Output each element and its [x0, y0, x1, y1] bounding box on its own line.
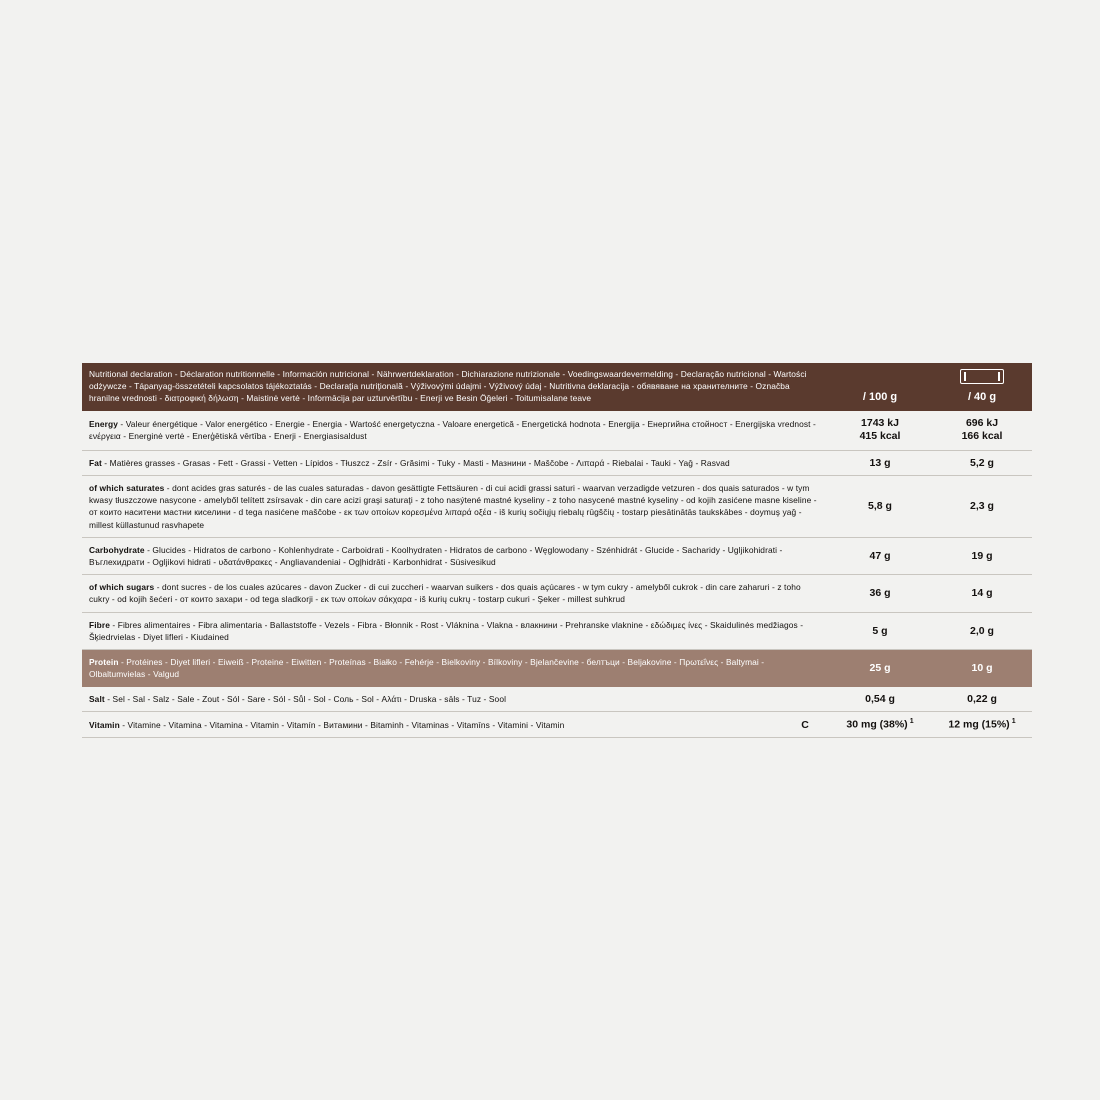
table-row — [82, 537, 1032, 574]
energy-kj-100g: 1743 kJ — [861, 416, 899, 429]
nutrient-name: Fibre — [89, 619, 110, 630]
energy-kcal-100g: 415 kcal — [859, 430, 901, 443]
value-100g-energy — [828, 411, 932, 451]
row-label-carbohydrate — [82, 537, 828, 574]
nutrient-name: Salt — [89, 694, 105, 705]
nutrient-name: Energy — [89, 419, 118, 430]
row-label-energy — [82, 411, 828, 451]
table-row — [82, 575, 1032, 612]
value-portion-energy — [932, 411, 1032, 451]
nutrient-name: Fat — [89, 457, 102, 468]
row-label-saturates — [82, 476, 828, 538]
footnote-marker: 1 — [909, 718, 914, 726]
vitamin-letter: C — [782, 712, 828, 738]
value-portion-protein: 10 g — [932, 649, 1032, 686]
value-portion-fibre: 2,0 g — [932, 612, 1032, 649]
energy-kcal-portion: 166 kcal — [961, 430, 1003, 443]
value-portion-sugars: 14 g — [932, 575, 1032, 612]
nutrient-translations: - Valeur énergétique - Valor energético - Energie - Energia - Wartość energetyczna - Valoare energetică - Energetická hodnota - Energija - Енергийна стойност - Energijska vrednost - ενέργεια - Energinė vertė - Enerģētiskā vērtība - Enerji - Energiasisaldust — [89, 419, 816, 442]
nutrient-translations: - dont acides gras saturés - de las cuales saturadas - davon gesättigte Fettsäuren - di cui acidi grassi saturi - waarvan verzadigde vetzuren - dos quais saturados - w tym kwasy tłuszczowe nasycone - amelyből telített zsírsavak - din care acizi graşi saturaţi - z toho nasýtené mastné kyseliny - z toho nasycené mastné kyseliny - od kojih zasićene masne kiseline - от които наситени мастни киселини - d tega nasićene maščobe - εκ των οποίων κορεσμένα λιπαρά οξέα - iš kurių sočiųjų riebalų rūgščių - tostarp piesātinātās taukskābes - doymuş yağ - millest küllastunud rasvhapete — [89, 483, 817, 530]
row-label-protein — [82, 649, 828, 686]
table-row-protein — [82, 649, 1032, 686]
nutrient-name: of which sugars — [89, 582, 155, 593]
footnote-marker: 1 — [1011, 718, 1016, 726]
nutrition-table — [82, 363, 1032, 738]
nutrient-name: Carbohydrate — [89, 544, 145, 555]
nutrient-name: Vitamin — [89, 719, 120, 730]
table-row — [82, 687, 1032, 712]
vitamin-portion-amount: 12 mg (15%) — [948, 718, 1010, 731]
header-per-portion — [932, 363, 1032, 411]
table-row — [82, 612, 1032, 649]
value-portion-salt: 0,22 g — [932, 687, 1032, 712]
value-portion-saturates: 2,3 g — [932, 476, 1032, 538]
value-100g-salt: 0,54 g — [828, 687, 932, 712]
header-per-portion-label: / 40 g — [967, 390, 997, 403]
nutrient-translations: - dont sucres - de los cuales azúcares - davon Zucker - di cui zuccheri - waarvan suikers - dos quais açúcares - w tym cukry - amelyből cukrok - din care zaharuri - z toho cukry - od kojih šećeri - от които захари - od tega sladkorji - εκ των οποίων σάκχαρα - iš kurių cukrų - tostarp cukuri - Şeker - millest suhkrud — [89, 582, 801, 605]
nutrient-translations: - Vitamine - Vitamina - Vitamina - Vitamin - Vitamín - Витамини - Bitaminh - Vitaminas - Vitamīns - Vitamini - Vitamin — [119, 719, 565, 730]
energy-kj-portion: 696 kJ — [965, 416, 999, 429]
value-100g-fibre: 5 g — [828, 612, 932, 649]
nutrient-name: Protein — [89, 656, 119, 667]
row-label-sugars — [82, 575, 828, 612]
row-label-vitamin — [82, 712, 782, 738]
header-per-100g — [828, 363, 932, 411]
row-label-fibre — [82, 612, 828, 649]
table-row — [82, 411, 1032, 451]
value-100g-vitamin — [828, 712, 932, 738]
value-100g-protein: 25 g — [828, 649, 932, 686]
value-portion-fat: 5,2 g — [932, 450, 1032, 475]
value-portion-vitamin — [932, 712, 1032, 738]
nutrient-translations: - Protéines - Diyet lifleri - Eiweiß - Proteine - Eiwitten - Proteínas - Białko - Fehérje - Bielkoviny - Bílkoviny - Bjelančevine - белтъци - Beljakovine - Πρωτεΐνες - Baltymai - Olbaltumvielas - Valgud — [89, 656, 765, 680]
table-row — [82, 450, 1032, 475]
header-languages: Nutritional declaration - Déclaration nutritionnelle - Información nutricional - Nährwertdeklaration - Dichiarazione nutrizionale - Voedingswaardevermelding - Declaração nutricional - Wartości odżywcze - Tápanyag-összetételi kapcsolatos tájékoztatás - Declaraţia nutriţională - Výživovými údajmi - Výživový údaj - Nutritivna deklaracija - обявяване на хранителните - Označba hranilne vrednosti - διατροφική δήλωση - Maistinė vertė - Informācija par uzturvērtību - Enerji ve Besin Öğeleri - Toitumisalane teave — [82, 363, 828, 411]
row-label-fat — [82, 450, 828, 475]
nutrient-translations: - Fibres alimentaires - Fibra alimentaria - Ballaststoffe - Vezels - Fibra - Błonnik - Rost - Vláknina - Vlakna - влакнини - Prehranske vlaknine - εδώδιμες ίνες - Skaidulinės medžiagos - Šķiedrvielas - Diyet lifleri - Kiudained — [89, 619, 804, 642]
vitamin-100g-amount: 30 mg (38%) — [846, 718, 908, 731]
nutrient-name: of which saturates — [89, 483, 165, 494]
table-row — [82, 712, 1032, 738]
value-portion-carbohydrate: 19 g — [932, 537, 1032, 574]
value-100g-fat: 13 g — [828, 450, 932, 475]
header-per-100g-label: / 100 g — [862, 390, 898, 403]
table-row — [82, 476, 1032, 538]
nutrient-translations: - Glucides - Hidratos de carbono - Kohlenhydrate - Carboidrati - Koolhydraten - Hidratos de carbono - Węglowodany - Szénhidrát - Glucide - Sacharidy - Ugljikohidrati - Въглехидрати - Ogljikovi hidrati - υδατάνθρακες - Angliavandeniai - Ogļhidrāti - Karbonhidrat - Süsivesikud — [89, 544, 783, 567]
value-100g-carbohydrate: 47 g — [828, 537, 932, 574]
bar-pack-icon — [960, 369, 1004, 384]
nutrient-translations: - Matières grasses - Grasas - Fett - Grassi - Vetten - Lípidos - Tłuszcz - Zsír - Grăsimi - Tuky - Masti - Мазнини - Maščobe - Λιπαρά - Riebalai - Tauki - Yağ - Rasvad — [101, 457, 730, 468]
row-label-salt — [82, 687, 828, 712]
value-100g-saturates: 5,8 g — [828, 476, 932, 538]
table-header-row — [82, 363, 1032, 411]
nutrient-translations: - Sel - Sal - Salz - Sale - Zout - Sól - Sare - Sól - Sůl - Sol - Соль - Sol - Αλάτι - Druska - sāls - Tuz - Sool — [104, 694, 507, 705]
value-100g-sugars: 36 g — [828, 575, 932, 612]
